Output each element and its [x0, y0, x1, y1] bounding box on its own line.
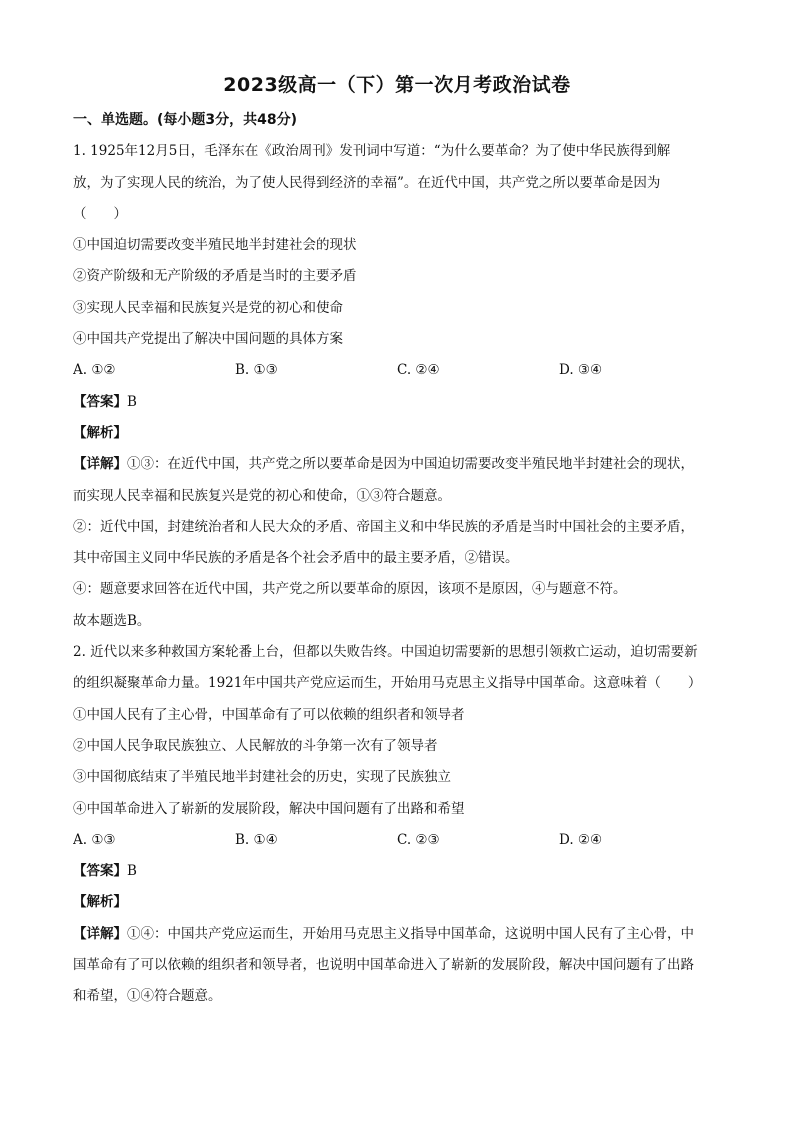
q1-option-c: C. ②④	[397, 362, 440, 379]
q1-explanation-text: ①③：在近代中国，共产党之所以要革命是因为中国迫切需要改变半殖民地半封建社会的现状，	[127, 456, 694, 473]
q2-explanation-text: ①④：中国共产党应运而生，开始用马克思主义指导中国革命，这说明中国人民有了主心骨，中	[127, 925, 694, 942]
q1-statement: ④中国共产党提出了解决中国问题的具体方案	[73, 331, 343, 348]
q1-options	[73, 359, 723, 390]
q1-answer-tag: 【答案】	[73, 393, 127, 410]
q1-option-b: B. ①③	[235, 362, 278, 379]
q1-explanation-line: 其中帝国主义同中华民族的矛盾是各个社会矛盾中的最主要矛盾，②错误。	[73, 550, 519, 567]
q2-option-b: B. ①④	[235, 831, 278, 848]
q1-answer-value: B	[127, 393, 137, 410]
q2-statement: ④中国革命进入了崭新的发展阶段，解决中国问题有了出路和希望	[73, 800, 465, 817]
q2-explanation-line: 国革命有了可以依赖的组织者和领导者，也说明中国革命进入了崭新的发展阶段，解决中国问题有了出路	[73, 957, 694, 974]
q1-explanation-line: ②：近代中国，封建统治者和人民大众的矛盾、帝国主义和中华民族的矛盾是当时中国社会的主要矛盾，	[73, 518, 694, 535]
q2-answer-tag: 【答案】	[73, 863, 127, 880]
q2-statement: ②中国人民争取民族独立、人民解放的斗争第一次有了领导者	[73, 737, 438, 754]
q1-explanation-line	[73, 453, 723, 484]
q1-statement: ③实现人民幸福和民族复兴是党的初心和使命	[73, 299, 343, 316]
q2-detail-tag: 【详解】	[73, 925, 127, 942]
q2-answer	[73, 860, 723, 891]
q1-stem-line: 放，为了实现人民的统治，为了使人民得到经济的幸福”。在近代中国，共产党之所以要革命是因为	[73, 174, 661, 191]
q1-option-d: D. ③④	[559, 362, 603, 379]
q1-explanation-line: ④：题意要求回答在近代中国，共产党之所以要革命的原因，该项不是原因，④与题意不符。	[73, 581, 627, 598]
section-heading: 一、单选题。(每小题3分，共48分)	[73, 112, 298, 128]
q1-stem-line: 1. 1925年12月5日，毛泽东在《政治周刊》发刊词中写道：“为什么要革命？为了使中华民族得到解	[73, 143, 671, 160]
q2-option-d: D. ②④	[559, 831, 603, 848]
q1-explanation-line: 故本题选B。	[73, 612, 151, 629]
q2-option-a: A. ①③	[73, 831, 116, 848]
q1-answer	[73, 391, 723, 422]
exam-content	[73, 109, 723, 1017]
q2-stem-line: 2. 近代以来多种救国方案轮番上台，但都以失败告终。中国迫切需要新的思想引领救亡运动，迫切需要新	[73, 644, 698, 661]
q1-stem-line: （ ）	[73, 205, 127, 222]
q1-detail-tag: 【详解】	[73, 456, 127, 473]
q1-statement: ①中国迫切需要改变半殖民地半封建社会的现状	[73, 237, 357, 254]
q1-option-a: A. ①②	[73, 362, 116, 379]
q2-statement: ①中国人民有了主心骨，中国革命有了可以依赖的组织者和领导者	[73, 706, 465, 723]
q2-explanation-line	[73, 923, 723, 954]
page-title: 2023级高一（下）第一次月考政治试卷	[223, 74, 571, 96]
q1-statement: ②资产阶级和无产阶级的矛盾是当时的主要矛盾	[73, 268, 357, 285]
q2-explanation-line: 和希望，①④符合题意。	[73, 988, 222, 1005]
q2-answer-value: B	[127, 863, 137, 880]
q2-statement: ③中国彻底结束了半殖民地半封建社会的历史，实现了民族独立	[73, 769, 451, 786]
question-2	[73, 641, 723, 1017]
q2-analysis-tag: 【解析】	[73, 894, 127, 911]
q2-stem-line: 的组织凝聚革命力量。1921年中国共产党应运而生，开始用马克思主义指导中国革命。这意味着（ ）	[73, 675, 702, 692]
q2-option-c: C. ②③	[397, 831, 440, 848]
q1-analysis-tag: 【解析】	[73, 424, 127, 441]
q1-explanation-line: 而实现人民幸福和民族复兴是党的初心和使命，①③符合题意。	[73, 487, 451, 504]
question-1	[73, 140, 723, 641]
q2-options	[73, 829, 723, 860]
